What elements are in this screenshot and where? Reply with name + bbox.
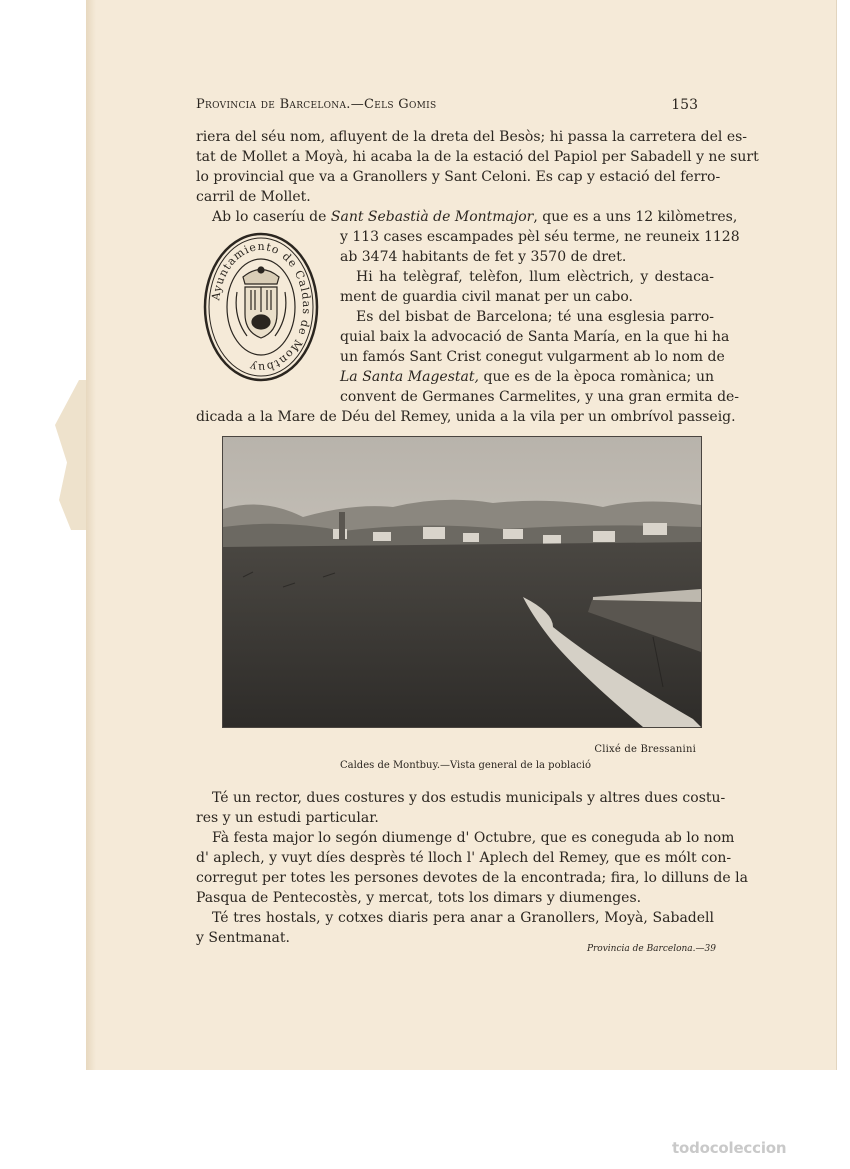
text-line: Té un rector, dues costures y dos estudis municipals y altres dues costu- — [212, 790, 726, 806]
text-line: Té tres hostals, y cotxes diaris pera anar a Granollers, Moyà, Sabadell — [212, 910, 714, 926]
signature-mark: Provincia de Barcelona.—39 — [586, 944, 716, 954]
text-line: tat de Mollet a Moyà, hi acaba la de la estació del Papiol per Sabadell y ne surt — [196, 149, 759, 165]
text-line: Hi ha telègraf, telèfon, llum elèctrich, y destaca- — [356, 269, 714, 285]
text-line: Es del bisbat de Barcelona; té una esglesia parro- — [356, 309, 714, 325]
text-line — [212, 207, 738, 227]
text-line: y 113 cases escampades pèl séu terme, ne reuneix 1128 — [340, 229, 740, 245]
place-name: Sant Sebastià de Montmajor — [330, 209, 534, 225]
text-line: carril de Mollet. — [196, 189, 311, 205]
text-span: que es de la època romànica; un — [478, 369, 714, 385]
text-line: lo provincial que va a Granollers y Sant Celoni. Es cap y estació del ferro- — [196, 169, 721, 185]
running-title: Provincia de Barcelona.—Cels Gomis — [196, 97, 437, 112]
text-line: Fà festa major lo segón diumenge d' Octubre, que es coneguda ab lo nom — [212, 830, 735, 846]
text-line: quial baix la advocació de Santa María, en la que hi ha — [340, 329, 730, 345]
text-line — [340, 367, 714, 387]
text-line: Pasqua de Pentecostès, y mercat, tots los dimars y diumenges. — [196, 890, 642, 906]
watermark: todocoleccion — [672, 1139, 787, 1157]
text-span: , que es a uns 12 kilòmetres, — [533, 209, 738, 225]
text-line: un famós Sant Crist conegut vulgarment ab lo nom de — [340, 349, 725, 365]
text-line: dicada a la Mare de Déu del Remey, unida a la vila per un ombrívol passeig. — [196, 409, 736, 425]
seal-text: Ayuntamiento de Caldas de Montbuy — [209, 239, 314, 375]
text-line: ment de guardia civil manat per un cabo. — [340, 289, 633, 305]
text-line: y Sentmanat. — [196, 930, 290, 946]
page-number: 153 — [671, 97, 698, 113]
town-photograph — [222, 436, 702, 728]
text-line: d' aplech, y vuyt díes desprès té lloch l' Aplech del Remey, que es mólt con- — [196, 850, 732, 866]
municipal-seal — [203, 232, 319, 382]
text-line: ab 3474 habitants de fet y 3570 de dret. — [340, 249, 627, 265]
text-line: res y un estudi particular. — [196, 810, 379, 826]
text-line: corregut per totes les persones devotes de la encontrada; fira, lo dilluns de la — [196, 870, 748, 886]
artwork-name: La Santa Magestat, — [340, 369, 479, 385]
text-line: riera del séu nom, afluyent de la dreta del Besòs; hi passa la carretera del es- — [196, 129, 748, 145]
photo-caption: Caldes de Montbuy.—Vista general de la població — [340, 760, 591, 771]
text-span: Ab lo caseríu de — [212, 209, 331, 225]
page-header — [196, 97, 698, 117]
photo-credit: Clixé de Bressanini — [594, 744, 696, 755]
text-line: convent de Germanes Carmelites, y una gran ermita de- — [340, 389, 740, 405]
